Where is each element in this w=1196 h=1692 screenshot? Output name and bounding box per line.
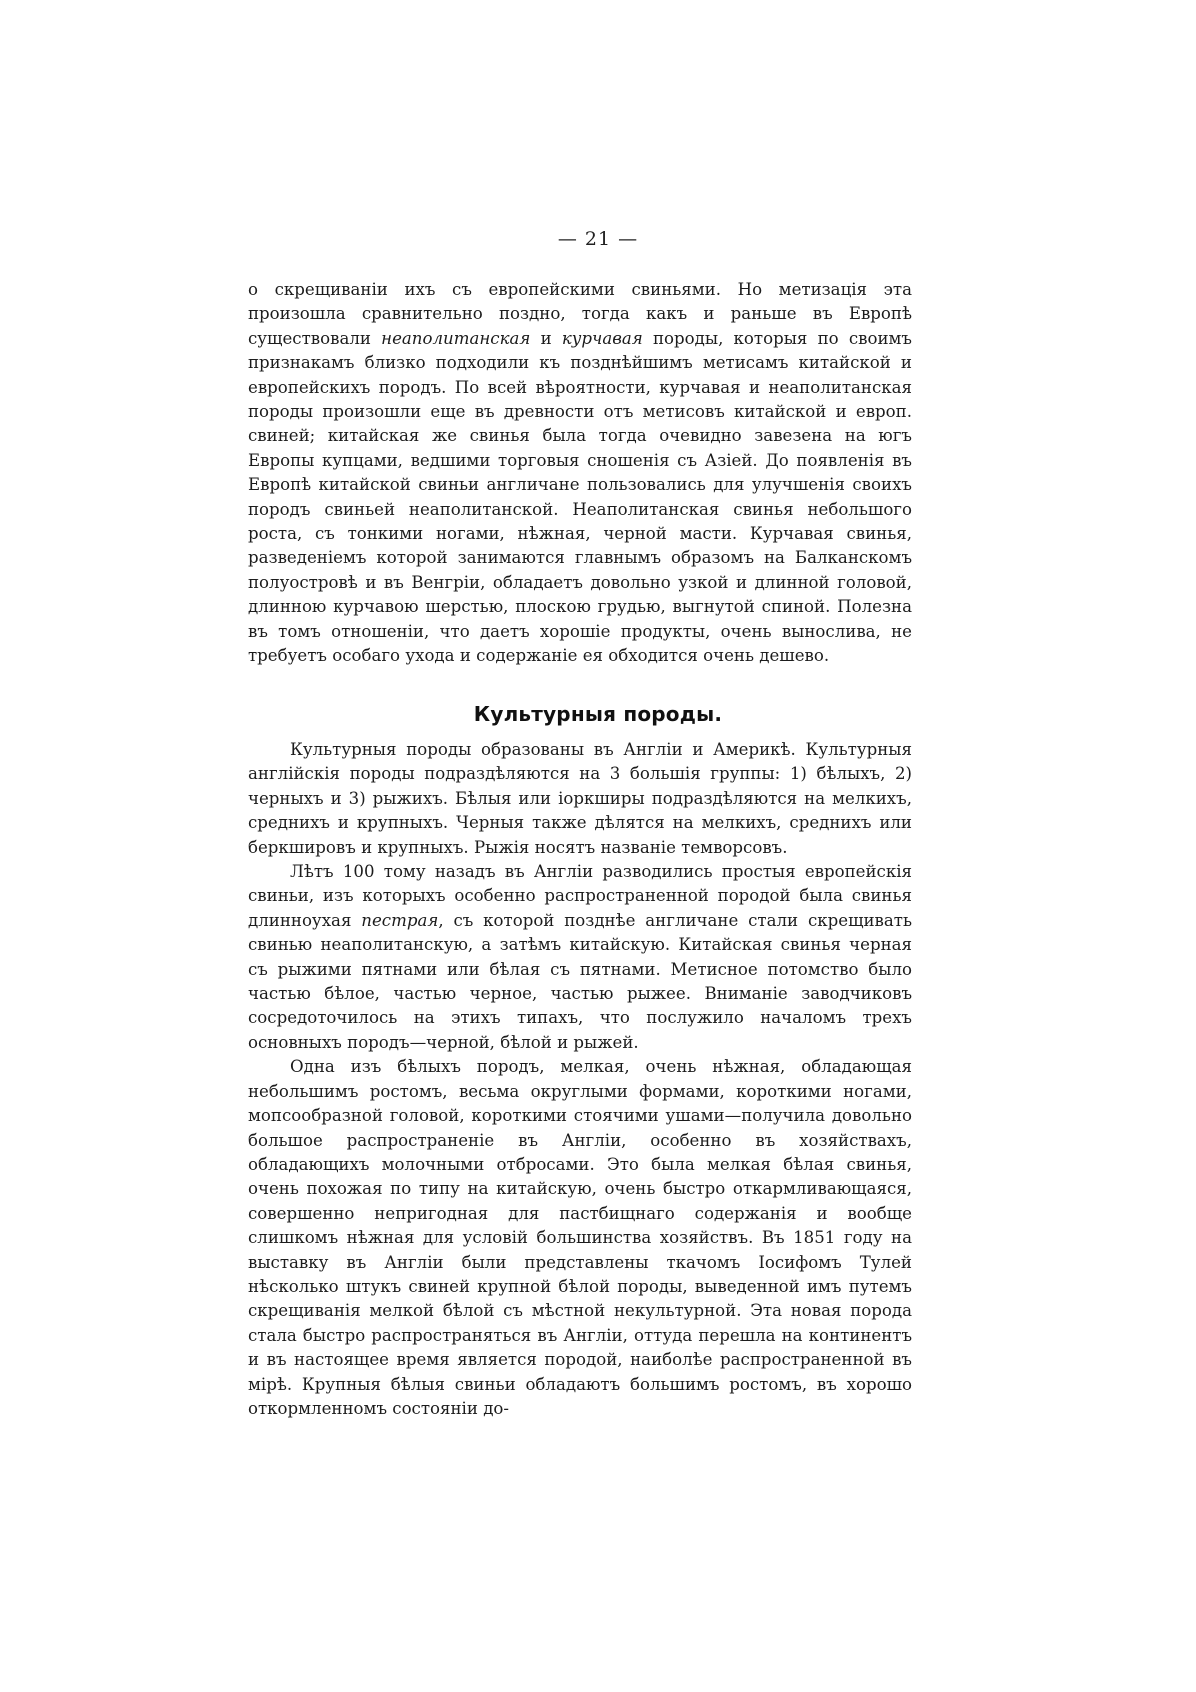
- text-run: и: [530, 328, 562, 348]
- text-run: Лѣтъ 100 тому назадъ въ Англіи разводились простыя европейскія свиньи, изъ которыхъ особенно распространенной породой была свинья длинноухая: [248, 862, 912, 930]
- text-run: породы, которыя по своимъ признакамъ близко подходили къ позднѣйшимъ метисамъ китайской и европейскихъ породъ. По всей вѣроятности, курчавая и неаполитанская породы произошли еще въ древности отъ метисовъ китайской и европ. свиней; китайская же свинья была тогда очевидно завезена на югъ Европы купцами, ведшими торговыя сношенія съ Азіей. До появленія въ Европѣ китайской свиньи англичане пользовались для улучшенія своихъ породъ свиньей неаполитанской. Неаполитанская свинья небольшого роста, съ тонкими ногами, нѣжная, черной масти. Курчавая свинья, разведеніемъ которой занимаются главнымъ образомъ на Балканскомъ полуостровѣ и въ Венгріи, обладаетъ довольно узкой и длинной головой, длинною курчавою шерстью, плоскою грудью, выгнутой спиной. Полезна въ томъ отношеніи, что даетъ хорошіе продукты, очень вынослива, не требуетъ особаго ухода и содержаніе ея обходится очень дешево.: [248, 328, 912, 666]
- section-text: [248, 738, 912, 1421]
- section-heading: Культурныя породы.: [473, 702, 723, 726]
- paragraph: Культурныя породы образованы въ Англіи и Америкѣ. Культурныя англійскія породы подраздѣляются на 3 большія группы: 1) бѣлыхъ, 2) черныхъ и 3) рыжихъ. Бѣлыя или іоркширы подраздѣляются на мелкихъ, среднихъ и крупныхъ. Черныя также дѣлятся на мелкихъ, среднихъ или беркшировъ и крупныхъ. Рыжія носятъ названіе темворсовъ.: [248, 740, 912, 857]
- continuation-text: [248, 278, 912, 669]
- italic-term: пестрая: [361, 910, 439, 930]
- paragraph: Одна изъ бѣлыхъ породъ, мелкая, очень нѣжная, обладающая небольшимъ ростомъ, весьма округлыми формами, короткими ногами, мопсообразной головой, короткими стоячими ушами—получила довольно большое распространеніе въ Англіи, особенно въ хозяйствахъ, обладающихъ молочными отбросами. Это была мелкая бѣлая свинья, очень похожая по типу на китайскую, очень быстро откармливающаяся, совершенно непригодная для пастбищнаго содержанія и вообще слишкомъ нѣжная для условій большинства хозяйствъ. Въ 1851 году на выставку въ Англіи были представлены ткачомъ Іосифомъ Тулей нѣсколько штукъ свиней крупной бѣлой породы, выведенной имъ путемъ скрещиванія мелкой бѣлой съ мѣстной некультурной. Эта новая порода стала быстро распространяться въ Англіи, оттуда перешла на континентъ и въ настоящее время является породой, наиболѣе распространенной въ мірѣ. Крупныя бѣлыя свиньи обладаютъ большимъ ростомъ, въ хорошо откормленномъ состояніи до-: [248, 1057, 912, 1418]
- italic-term: курчавая: [561, 328, 643, 348]
- text-run: , съ которой позднѣе англичане стали скрещивать свинью неаполитанскую, а затѣмъ китайскую. Китайская свинья черная съ рыжими пятнами или бѣлая съ пятнами. Метисное потомство было частью бѣлое, частью черное, частью рыжее. Вниманіе заводчиковъ сосредоточилось на этихъ типахъ, что послужило началомъ трехъ основныхъ породъ—черной, бѣлой и рыжей.: [248, 910, 913, 1052]
- text-run: о скрещиваніи ихъ съ европейскими свиньями. Но метизація эта произошла сравнительно поздно, тогда какъ и раньше въ Европѣ существовали: [248, 280, 912, 348]
- italic-term: неаполитанская: [381, 328, 531, 348]
- paragraph: [248, 278, 912, 669]
- paragraph: [248, 860, 912, 1055]
- page-number: — 21 —: [557, 228, 639, 250]
